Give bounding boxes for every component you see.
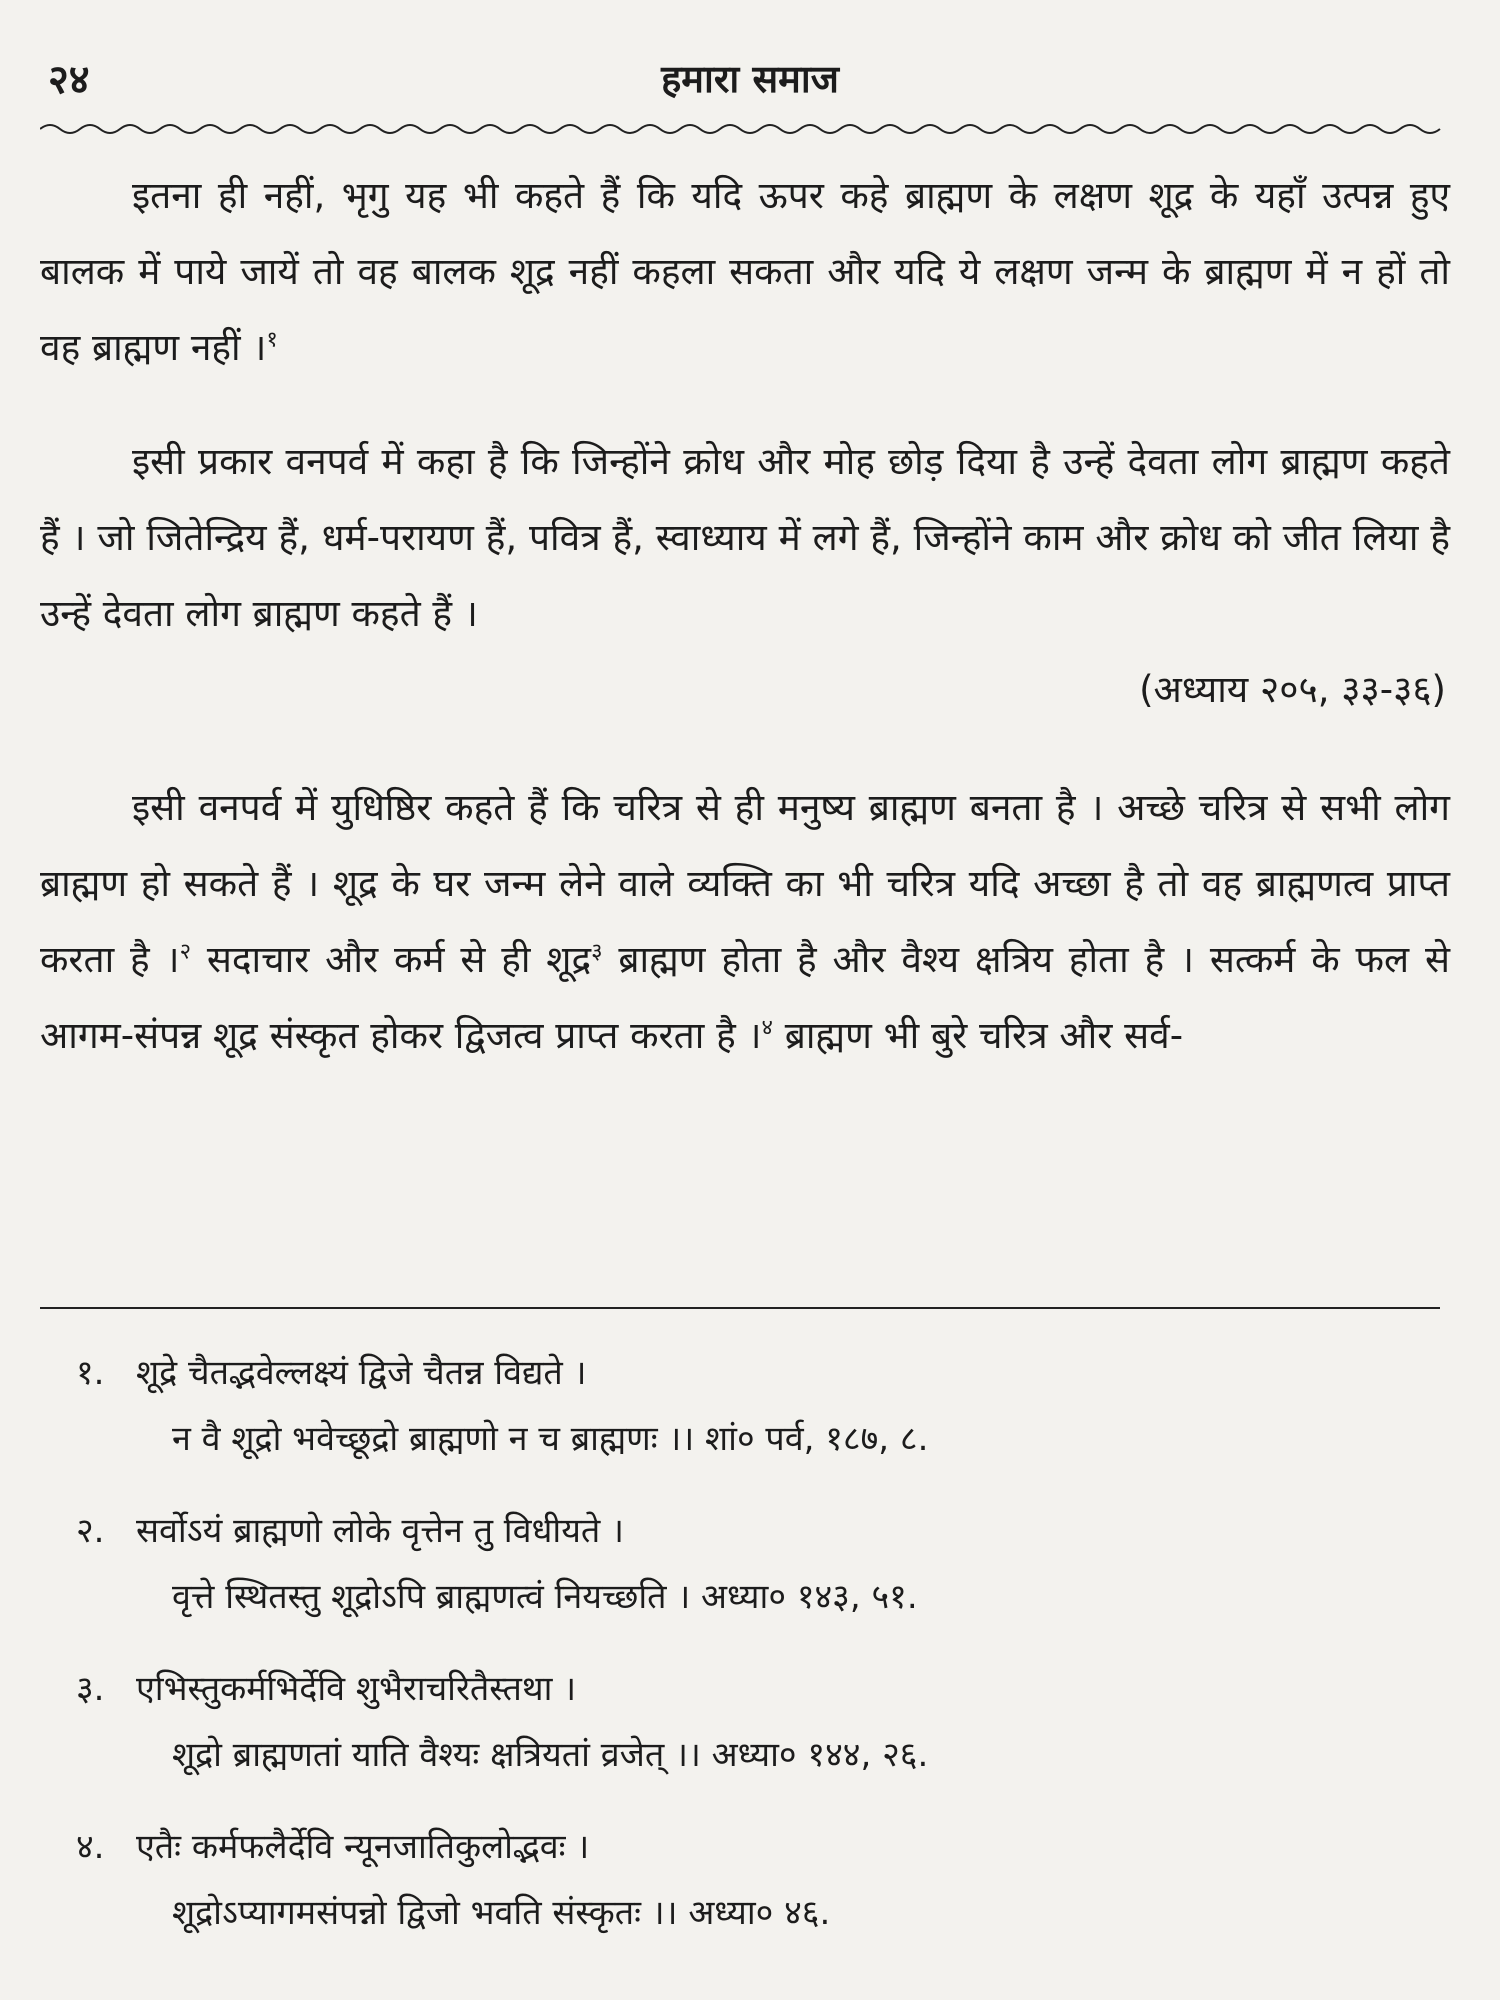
paragraph-3-part-c: ब्राह्मण होता है और वैश्य क्षत्रिय होता है । सत्कर्म के फल से आगम-संपन्न शूद्र संस्कृत होकर द्विजत्व प्राप्त करता है ।	[40, 938, 1450, 1057]
footnote-ref-2: २	[179, 939, 192, 965]
footnote-verse-line: शूद्रोऽप्यागमसंपन्नो द्विजो भवति संस्कृतः ।। अध्या० ४६.	[172, 1893, 831, 1933]
paragraph-3-part-a: इसी वनपर्व में युधिष्ठिर कहते हैं कि चरित्र से ही मनुष्य ब्राह्मण बनता है । अच्छे चरित्र से सभी लोग ब्राह्मण हो सकते हैं । शूद्र के घर जन्म लेने वाले व्यक्ति का भी चरित्र यदि अच्छा है तो वह ब्राह्मणत्व प्राप्त करता है ।	[40, 786, 1450, 981]
footnote-verse-line: न वै शूद्रो भवेच्छूद्रो ब्राह्मणो न च ब्राह्मणः ।। शां० पर्व, १८७, ८.	[172, 1419, 929, 1459]
page-number: २४	[48, 57, 90, 103]
citation: (अध्याय २०५, ३३-३६)	[1139, 668, 1446, 711]
footnote-number: २.	[76, 1511, 105, 1551]
footnote-ref-4: ४	[761, 1015, 773, 1041]
footnotes	[40, 1340, 1440, 1972]
footnote-verse-line: एभिस्तुकर्मभिर्देवि शुभैराचरितैस्तथा ।	[136, 1669, 577, 1709]
footnote-ref-3: ३	[591, 939, 603, 965]
footnote-1	[40, 1340, 1440, 1472]
paragraph-1	[40, 158, 1450, 386]
footnote-number: ४.	[76, 1827, 105, 1867]
page-header	[40, 50, 1460, 110]
paragraph-3-part-d: ब्राह्मण भी बुरे चरित्र और सर्व-	[772, 1014, 1184, 1057]
footnote-verse-line: एतैः कर्मफलैर्देवि न्यूनजातिकुलोद्भवः ।	[136, 1827, 590, 1867]
body-text	[40, 158, 1450, 1074]
wavy-header-rule	[40, 118, 1450, 140]
paragraph-1-text: इतना ही नहीं, भृगु यह भी कहते हैं कि यदि ऊपर कहे ब्राह्मण के लक्षण शूद्र के यहाँ उत्पन्न हुए बालक में पाये जायें तो वह बालक शूद्र नहीं कहला सकता और यदि ये लक्षण जन्म के ब्राह्मण में न हों तो वह ब्राह्मण नहीं ।	[40, 174, 1450, 369]
footnote-3	[40, 1656, 1440, 1788]
paragraph-2: इसी प्रकार वनपर्व में कहा है कि जिन्होंने क्रोध और मोह छोड़ दिया है उन्हें देवता लोग ब्राह्मण कहते हैं । जो जितेन्द्रिय हैं, धर्म-परायण हैं, पवित्र हैं, स्वाध्याय में लगे हैं, जिन्होंने काम और क्रोध को जीत लिया है उन्हें देवता लोग ब्राह्मण कहते हैं ।	[40, 440, 1450, 635]
footnote-2	[40, 1498, 1440, 1630]
footnote-verse-line: शूद्रे चैतद्भवेल्लक्ष्यं द्विजे चैतन्न विद्यते ।	[136, 1353, 587, 1393]
footnote-4	[40, 1814, 1440, 1946]
paragraph-3-part-b: सदाचार और कर्म से ही शूद्र	[191, 938, 592, 981]
footnote-verse-line: शूद्रो ब्राह्मणतां याति वैश्यः क्षत्रियतां व्रजेत् ।। अध्या० १४४, २६.	[172, 1735, 929, 1775]
running-title: हमारा समाज	[661, 57, 839, 101]
footnote-verse-line: वृत्ते स्थितस्तु शूद्रोऽपि ब्राह्मणत्वं नियच्छति । अध्या० १४३, ५१.	[172, 1577, 918, 1617]
footnote-divider	[40, 1307, 1440, 1309]
footnote-ref-1: १	[266, 327, 278, 353]
paragraph-3	[40, 770, 1450, 1074]
footnote-verse-line: सर्वोऽयं ब्राह्मणो लोके वृत्तेन तु विधीयते ।	[136, 1511, 625, 1551]
footnote-number: १.	[76, 1353, 105, 1393]
footnote-number: ३.	[76, 1669, 105, 1709]
